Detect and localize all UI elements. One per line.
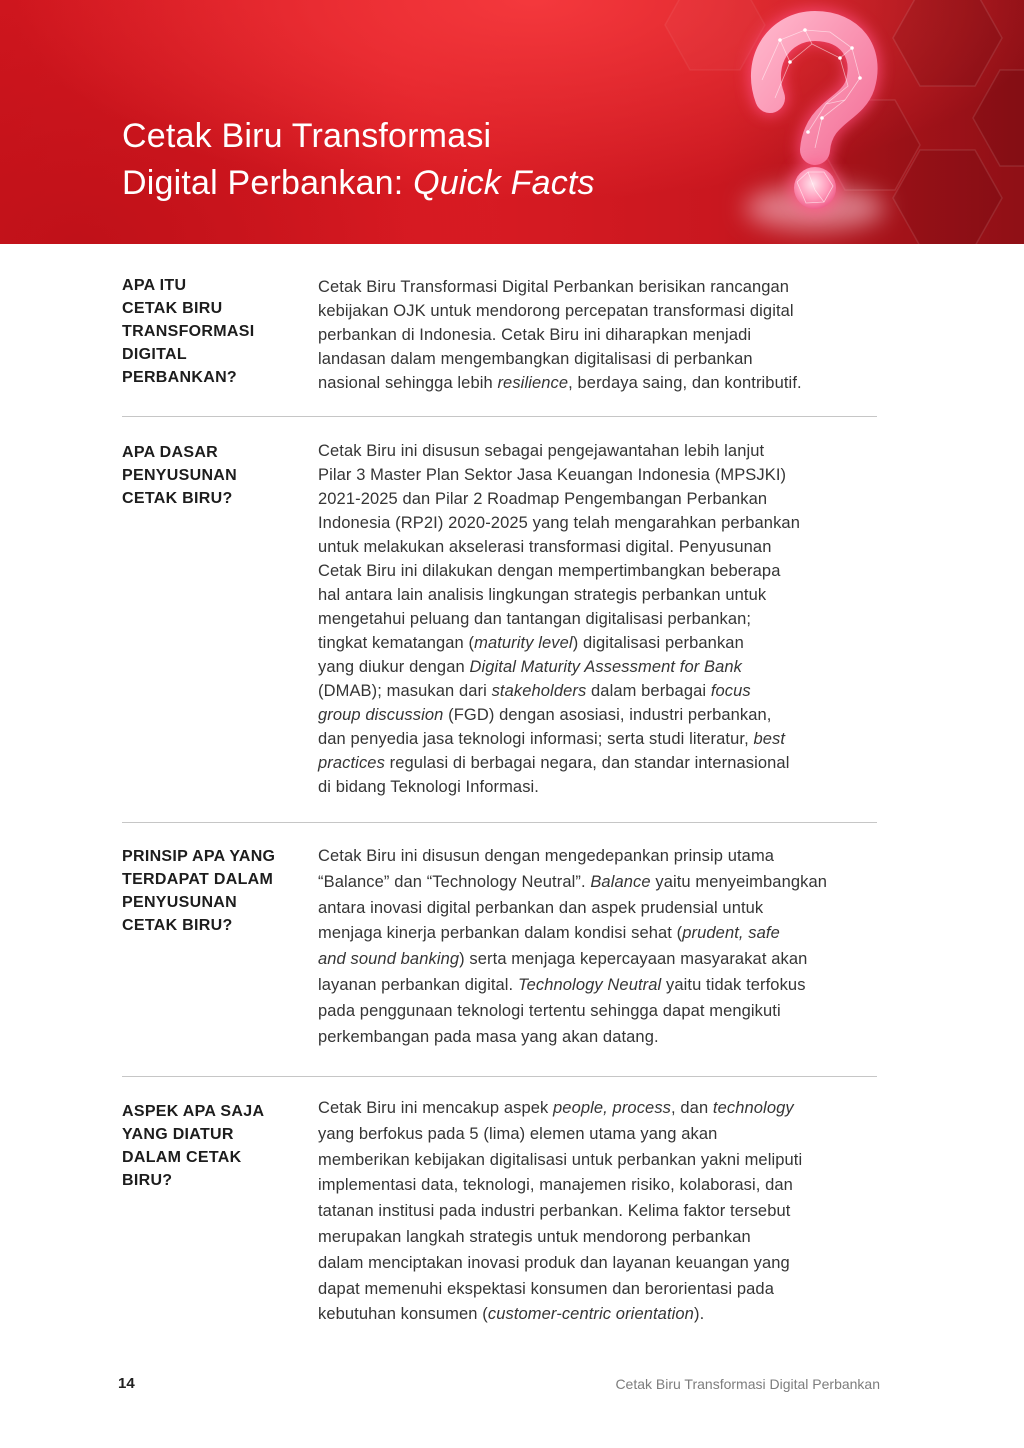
question-heading-line: YANG DIATUR — [122, 1126, 234, 1143]
emphasis-text: group discussion — [318, 706, 444, 724]
answer-line — [318, 1173, 888, 1199]
question-heading-line: TRANSFORMASI — [122, 323, 255, 340]
answer-line — [318, 999, 888, 1025]
answer-text-run: kebijakan OJK untuk mendorong percepatan transformasi digital — [318, 302, 794, 320]
answer-line — [318, 1277, 888, 1303]
question-heading-line: ASPEK APA SAJA — [122, 1103, 265, 1120]
page-title — [122, 113, 595, 207]
emphasis-text: maturity level — [474, 634, 573, 652]
answer-text-run: tingkat kematangan ( — [318, 634, 475, 652]
answer-text-run: yang berfokus pada 5 (lima) elemen utama yang akan — [318, 1124, 718, 1143]
question-heading-line: CETAK BIRU? — [122, 490, 233, 507]
answer-text-run: 2021-2025 dan Pilar 2 Roadmap Pengembangan Perbankan — [318, 490, 768, 508]
answer-text-run: nasional sehingga lebih — [318, 374, 498, 392]
answer-text-run: Cetak Biru ini disusun dengan mengedepankan prinsip utama — [318, 847, 775, 865]
title-emphasis: Quick Facts — [413, 164, 595, 202]
answer-text-run: untuk melakukan akselerasi transformasi digital. Penyusunan — [318, 538, 772, 556]
page-number: 14 — [118, 1375, 135, 1392]
question-heading-line: CETAK BIRU? — [122, 917, 233, 934]
answer-line — [318, 679, 888, 703]
answer-line — [318, 347, 888, 371]
answer-text-run: ). — [693, 1305, 705, 1324]
answer-line — [318, 1199, 888, 1225]
emphasis-text: practices — [318, 754, 385, 772]
answer-text-run: yaitu menyeimbangkan — [650, 872, 828, 891]
question-heading-line: DALAM CETAK — [122, 1149, 242, 1166]
answer-text-run: dan penyedia jasa teknologi informasi; serta studi literatur, — [318, 730, 754, 748]
answer-text-run: merupakan langkah strategis untuk mendorong perbankan — [318, 1227, 751, 1246]
answer-line — [318, 1225, 888, 1251]
answer-text-run: , dan — [671, 1099, 713, 1117]
answer-line — [318, 870, 888, 896]
answer-text-run: pada penggunaan teknologi tertentu sehingga dapat mengikuti — [318, 1001, 781, 1020]
emphasis-text: Digital Maturity Assessment for Bank — [469, 658, 743, 676]
section-divider — [122, 1076, 877, 1077]
answer-text-run: perkembangan pada masa yang akan datang. — [318, 1027, 659, 1046]
answer-line — [318, 703, 888, 727]
question-heading-line: APA DASAR — [122, 444, 219, 461]
answer-text-run: memberikan kebijakan digitalisasi untuk perbankan yakni meliputi — [318, 1150, 803, 1169]
answer-text-run: Indonesia (RP2I) 2020-2025 yang telah mengarahkan perbankan — [318, 514, 800, 532]
title-line-1: Cetak Biru Transformasi — [122, 117, 492, 155]
title-line-2-text: Digital Perbankan: — [122, 164, 414, 202]
answer-line — [318, 896, 888, 922]
answer-line — [318, 844, 888, 870]
answer-line — [318, 727, 888, 751]
question-heading-line: BIRU? — [122, 1172, 173, 1189]
emphasis-text: focus — [710, 682, 751, 700]
answer-line — [318, 275, 888, 299]
question-heading-line: PENYUSUNAN — [122, 467, 238, 484]
emphasis-text: Technology Neutral — [517, 975, 662, 994]
answer-text-run: kebutuhan konsumen ( — [318, 1305, 488, 1324]
question-heading-line: PERBANKAN? — [122, 369, 237, 386]
answer-line — [318, 371, 888, 395]
answer-line — [318, 1096, 888, 1122]
answer-line — [318, 1148, 888, 1174]
emphasis-text: stakeholders — [491, 682, 587, 700]
answer-line — [318, 463, 888, 487]
question-heading-line: PRINSIP APA YANG — [122, 848, 276, 865]
answer-line — [318, 535, 888, 559]
answer-line — [318, 1122, 888, 1148]
answer-line — [318, 775, 888, 799]
emphasis-text: and sound banking — [318, 950, 460, 969]
answer-text-run: dalam menciptakan inovasi produk dan layanan keuangan yang — [318, 1253, 790, 1272]
answer-text-run: yang diukur dengan — [318, 658, 470, 676]
answer-text-run: “Balance” dan “Technology Neutral”. — [318, 872, 591, 891]
answer-text-run: dapat memenuhi ekspektasi konsumen dan berorientasi pada — [318, 1279, 774, 1298]
answer-line — [318, 323, 888, 347]
emphasis-text: people, process — [553, 1099, 672, 1117]
question-heading — [122, 1100, 307, 1192]
answer-line — [318, 299, 888, 323]
answer-text — [318, 439, 888, 799]
answer-line — [318, 511, 888, 535]
answer-text-run: layanan perbankan digital. — [318, 975, 518, 994]
answer-line — [318, 631, 888, 655]
answer-line — [318, 973, 888, 999]
answer-text-run: ) serta menjaga kepercayaan masyarakat akan — [459, 950, 808, 969]
emphasis-text: resilience — [497, 374, 569, 392]
answer-line — [318, 1302, 888, 1328]
answer-text-run: perbankan di Indonesia. Cetak Biru ini diharapkan menjadi — [318, 326, 752, 344]
question-heading-line: DIGITAL — [122, 346, 187, 363]
answer-text — [318, 275, 888, 395]
answer-line — [318, 947, 888, 973]
running-title: Cetak Biru Transformasi Digital Perbankan — [615, 1376, 880, 1392]
answer-text-run: Cetak Biru ini disusun sebagai pengejawantahan lebih lanjut — [318, 442, 765, 460]
answer-text-run: dalam berbagai — [586, 682, 711, 700]
answer-text-run: Cetak Biru ini mencakup aspek — [318, 1099, 554, 1117]
emphasis-text: technology — [712, 1099, 794, 1117]
answer-text-run: Cetak Biru ini dilakukan dengan mempertimbangkan beberapa — [318, 562, 781, 580]
emphasis-text: best — [753, 730, 786, 748]
section-divider — [122, 416, 877, 417]
question-heading-line: PENYUSUNAN — [122, 894, 238, 911]
answer-text-run: tatanan institusi pada industri perbankan. Kelima faktor tersebut — [318, 1202, 791, 1221]
question-heading-line: APA ITU — [122, 277, 187, 294]
answer-line — [318, 559, 888, 583]
answer-text-run: Cetak Biru Transformasi Digital Perbankan berisikan rancangan — [318, 278, 790, 296]
question-heading — [122, 845, 307, 937]
answer-text-run: yaitu tidak terfokus — [661, 975, 806, 994]
question-heading-line: CETAK BIRU — [122, 300, 223, 317]
emphasis-text: Balance — [590, 872, 651, 891]
question-heading — [122, 274, 307, 389]
question-heading-line: TERDAPAT DALAM — [122, 871, 274, 888]
answer-text-run: (DMAB); masukan dari — [318, 682, 492, 700]
answer-line — [318, 607, 888, 631]
emphasis-text: customer-centric orientation — [487, 1305, 694, 1324]
answer-line — [318, 1025, 888, 1051]
question-heading — [122, 441, 307, 510]
answer-text-run: regulasi di berbagai negara, dan standar internasional — [384, 754, 790, 772]
title-line-2 — [122, 160, 595, 207]
answer-line — [318, 487, 888, 511]
answer-line — [318, 439, 888, 463]
emphasis-text: prudent, safe — [682, 924, 780, 943]
answer-text-run: menjaga kinerja perbankan dalam kondisi sehat ( — [318, 924, 683, 943]
answer-line — [318, 751, 888, 775]
answer-text-run: implementasi data, teknologi, manajemen risiko, kolaborasi, dan — [318, 1176, 793, 1195]
answer-text — [318, 1096, 888, 1328]
answer-text-run: di bidang Teknologi Informasi. — [318, 778, 539, 796]
answer-text-run: antara inovasi digital perbankan dan aspek prudensial untuk — [318, 898, 764, 917]
answer-text-run: (FGD) dengan asosiasi, industri perbankan, — [443, 706, 772, 724]
answer-line — [318, 655, 888, 679]
answer-line — [318, 921, 888, 947]
section-divider — [122, 822, 877, 823]
answer-text — [318, 844, 888, 1050]
answer-text-run: Pilar 3 Master Plan Sektor Jasa Keuangan Indonesia (MPSJKI) — [318, 466, 787, 484]
answer-text-run: mengetahui peluang dan tantangan digitalisasi perbankan; — [318, 610, 752, 628]
answer-line — [318, 1251, 888, 1277]
answer-text-run: ) digitalisasi perbankan — [572, 634, 744, 652]
header-banner — [0, 0, 1024, 244]
answer-text-run: , berdaya saing, dan kontributif. — [568, 374, 802, 392]
answer-text-run: landasan dalam mengembangkan digitalisasi di perbankan — [318, 350, 753, 368]
answer-text-run: hal antara lain analisis lingkungan strategis perbankan untuk — [318, 586, 767, 604]
answer-line — [318, 583, 888, 607]
